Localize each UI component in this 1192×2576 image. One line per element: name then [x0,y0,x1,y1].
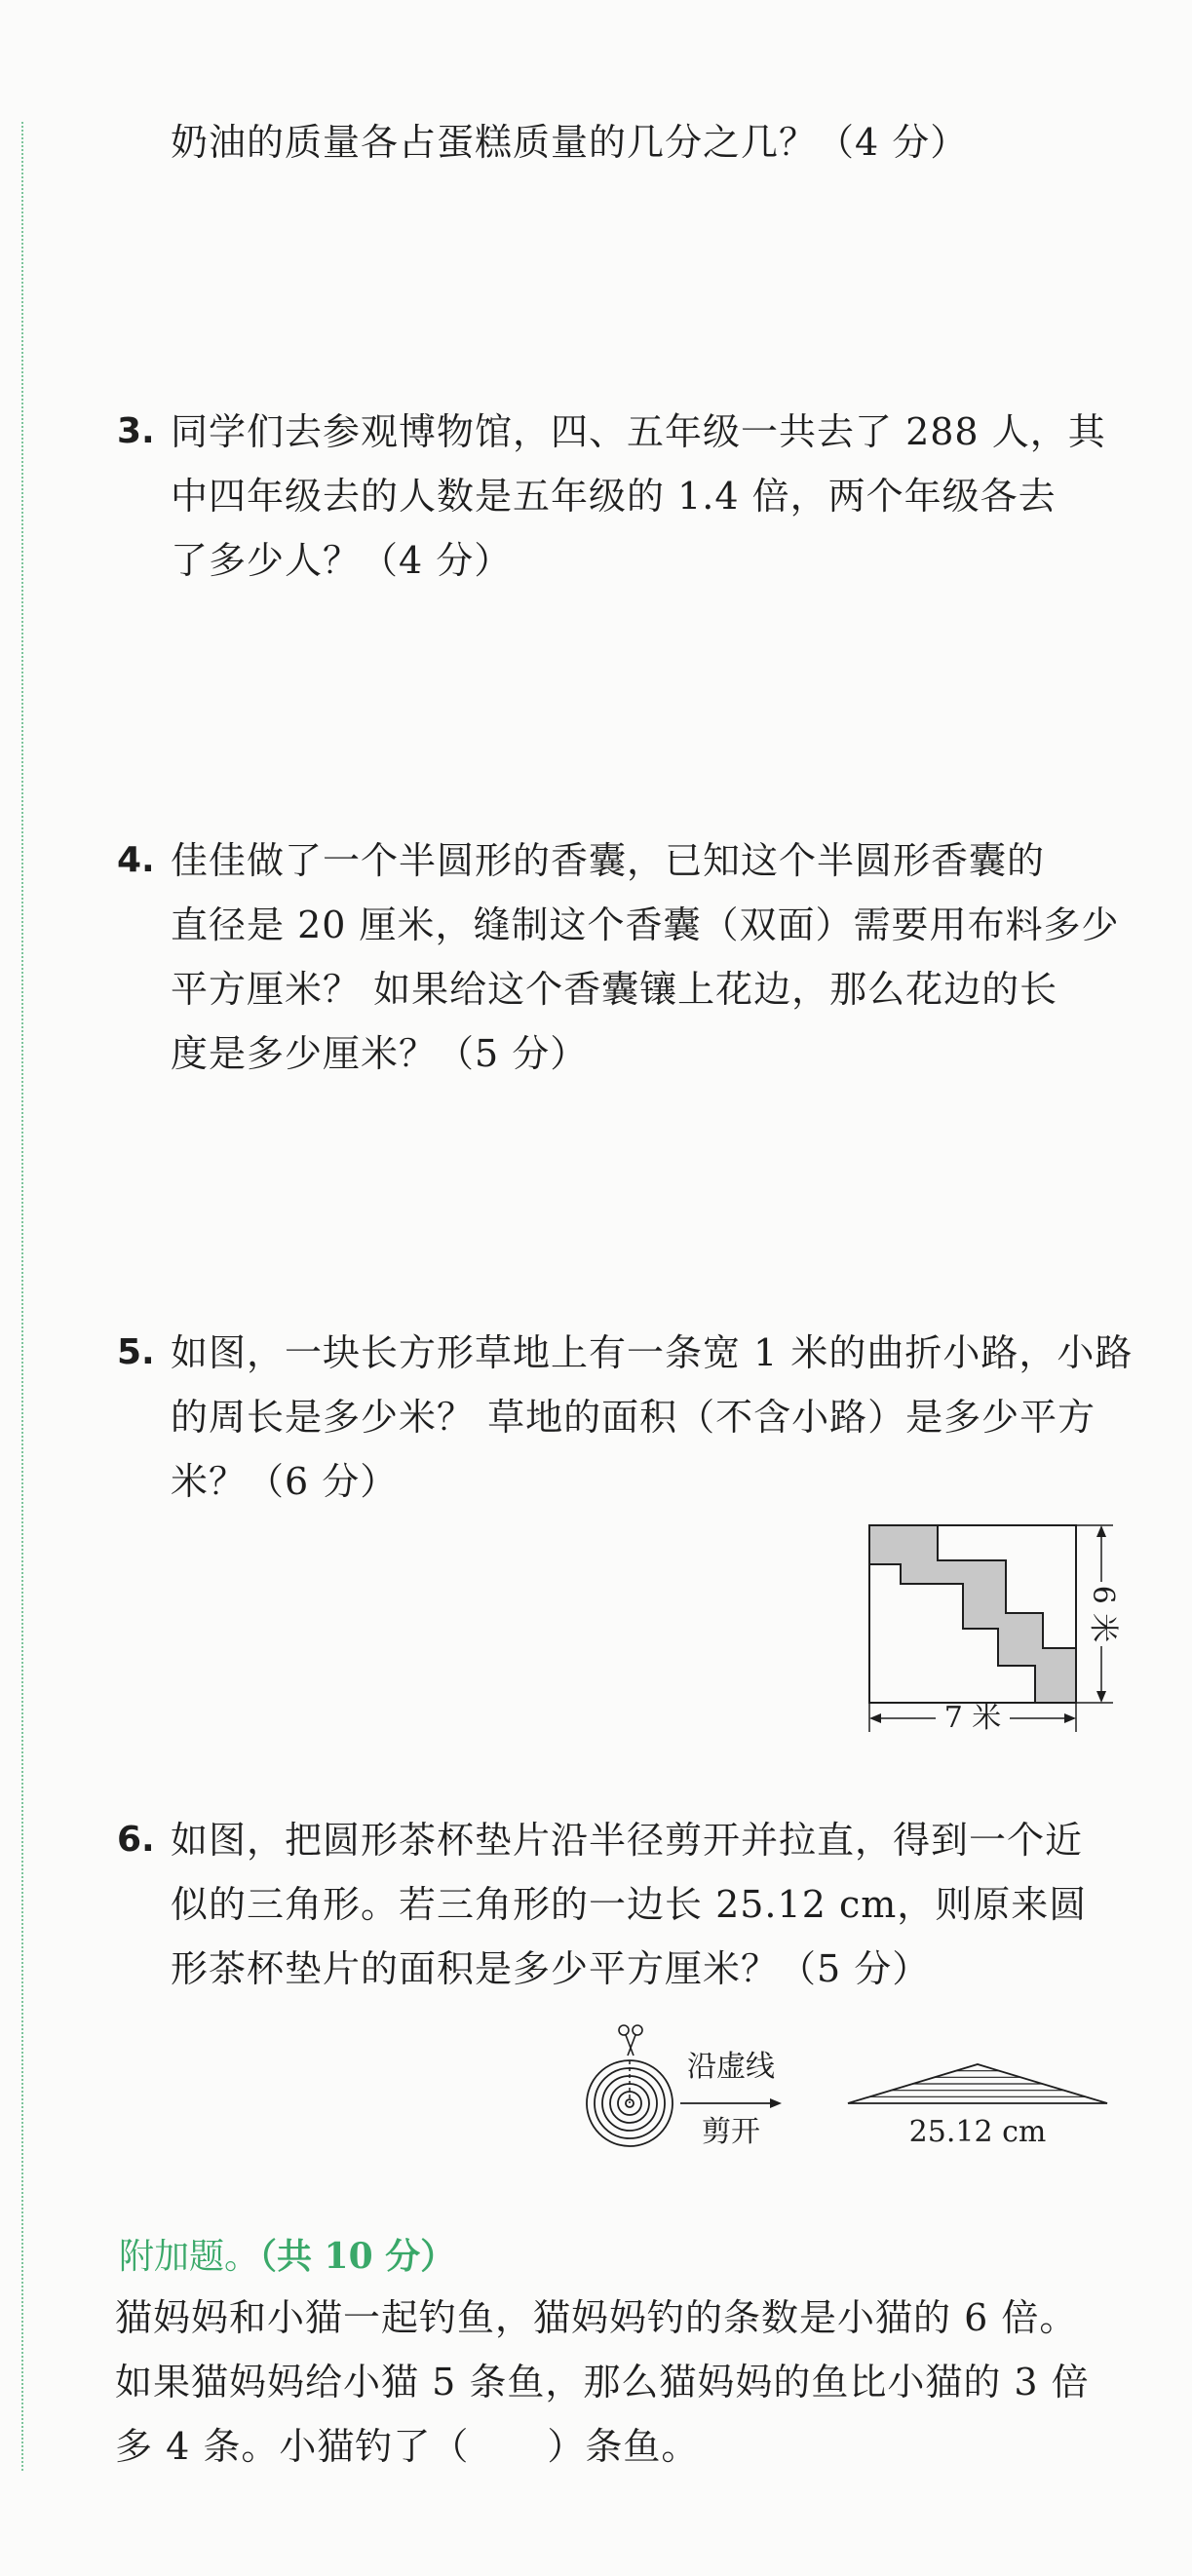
bonus-title: 附加题。 [119,2237,260,2277]
zigzag-path-band [869,1525,1076,1703]
width-arrowhead-left [869,1713,881,1723]
bonus-points: （共 10 分） [259,2236,456,2277]
bonus-line-2: 如果猫妈妈给小猫 5 条鱼，那么猫妈妈的鱼比小猫的 3 倍 [115,2361,1090,2403]
question-4-line-3: 平方厘米？ 如果给这个香囊镶上花边，那么花边的长 [171,968,1058,1011]
figure-coaster-to-triangle [583,2022,1129,2169]
bonus-text [115,2286,1090,2479]
triangle-strip-lines [869,2071,1086,2097]
arrow-label-bottom: 剪开 [702,2115,760,2149]
question-5-line-1: 如图，一块长方形草地上有一条宽 1 米的曲折小路，小路 [171,1331,1134,1374]
scissors-icon [619,2025,642,2056]
bonus-line-3 [115,2414,1090,2479]
question-4-line-4: 度是多少厘米？（5 分） [171,1032,589,1075]
bonus-heading [119,2227,455,2287]
question-3-line-1: 同学们去参观博物馆，四、五年级一共去了 288 人，其 [171,410,1106,453]
question-6-line-3: 形茶杯垫片的面积是多少平方厘米？（5 分） [171,1947,931,1990]
bonus-line-3-after: ）条鱼。 [547,2425,700,2468]
question-4-line-1: 佳佳做了一个半圆形的香囊，已知这个半圆形香囊的 [171,839,1046,882]
question-5-line-2: 的周长是多少米？ 草地的面积（不含小路）是多少平方 [171,1396,1096,1439]
width-arrowhead-right [1064,1713,1076,1723]
question-5-number: 5. [117,1332,155,1372]
question-6-text [171,1808,1087,2001]
question-6-line-2: 似的三角形。若三角形的一边长 25.12 cm，则原来圆 [171,1883,1088,1926]
arrow-label-top: 沿虚线 [687,2050,775,2084]
triangle-base-label: 25.12 cm [908,2115,1047,2149]
height-label: 6 米 [1086,1585,1120,1643]
question-4-text [171,828,1120,1086]
height-arrowhead-down [1096,1691,1106,1703]
binding-margin-line [21,122,23,2471]
height-arrowhead-up [1096,1525,1106,1537]
figure-lawn-path [858,1516,1120,1735]
bonus-line-3-before: 多 4 条。小猫钓了（ [115,2425,470,2468]
question-6-number: 6. [117,1820,155,1860]
question-5-line-3: 米？（6 分） [171,1460,399,1503]
question-4-number: 4. [117,840,155,880]
question-6-line-1: 如图，把圆形茶杯垫片沿半径剪开并拉直，得到一个近 [171,1819,1084,1862]
question-3-line-3: 了多少人？（4 分） [171,539,513,582]
width-label: 7 米 [943,1701,1002,1735]
bonus-line-1: 猫妈妈和小猫一起钓鱼，猫妈妈钓的条数是小猫的 6 倍。 [115,2296,1078,2339]
question-5-text [171,1321,1133,1514]
question-2-continuation: 奶油的质量各占蛋糕质量的几分之几？（4 分） [171,121,969,164]
question-3-text [171,400,1106,593]
question-4-line-2: 直径是 20 厘米，缝制这个香囊（双面）需要用布料多少 [171,904,1120,946]
question-3-number: 3. [117,411,155,451]
transform-arrowhead [770,2098,782,2108]
question-3-line-2: 中四年级去的人数是五年级的 1.4 倍，两个年级各去 [171,475,1057,518]
